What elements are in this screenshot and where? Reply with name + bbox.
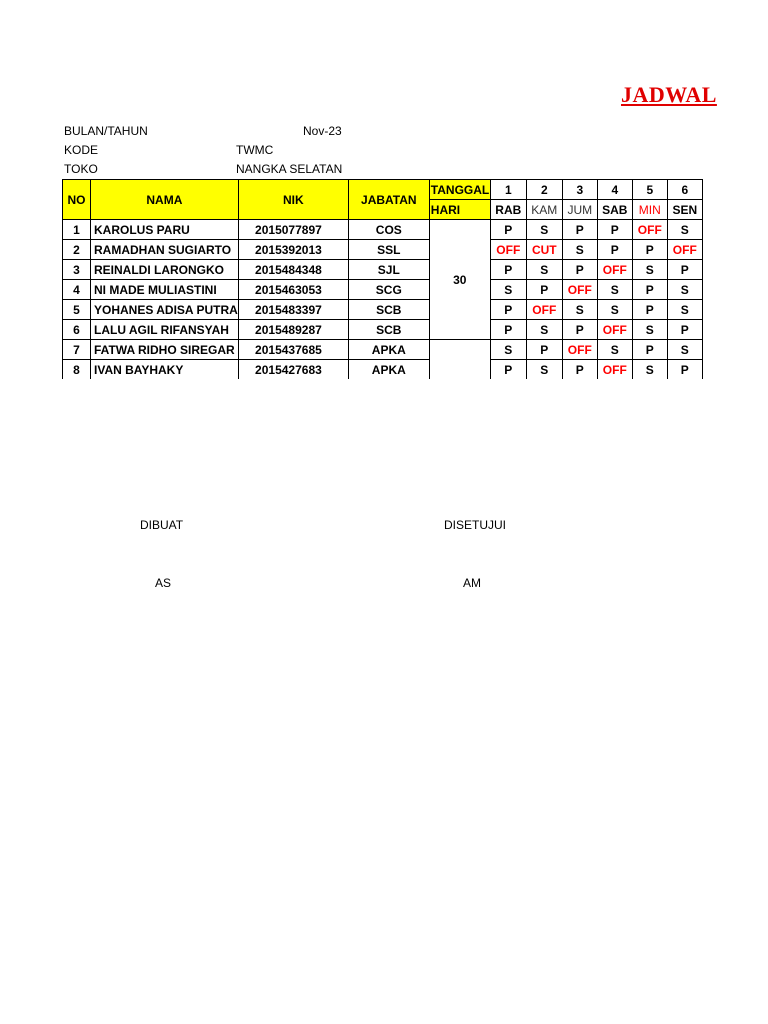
row-jabatan: SJL: [348, 260, 429, 280]
day-cell: JUM: [562, 200, 597, 220]
row-nama: YOHANES ADISA PUTRA: [91, 300, 239, 320]
header-tanggal: TANGGAL: [429, 180, 490, 200]
row-no: 6: [63, 320, 91, 340]
row-nik: 2015427683: [238, 360, 348, 380]
row-nama: IVAN BAYHAKY: [91, 360, 239, 380]
row-nik: 2015484348: [238, 260, 348, 280]
row-nik: 2015077897: [238, 220, 348, 240]
shift-cell: P: [667, 320, 702, 340]
shift-cell: OFF: [632, 220, 667, 240]
row-no: 7: [63, 340, 91, 360]
row-no: 8: [63, 360, 91, 380]
row-jabatan: SSL: [348, 240, 429, 260]
shift-cell: P: [562, 360, 597, 380]
shift-cell: P: [490, 360, 526, 380]
row-jabatan: SCB: [348, 320, 429, 340]
shift-cell: OFF: [562, 340, 597, 360]
shift-cell: OFF: [597, 320, 632, 340]
toko-label: TOKO: [64, 162, 98, 176]
shift-cell: P: [632, 340, 667, 360]
kode-label: KODE: [64, 143, 99, 157]
toko-value: NANGKA SELATAN: [236, 162, 343, 176]
shift-cell: P: [526, 280, 562, 300]
dibuat-label: DIBUAT: [140, 518, 184, 532]
row-nama: KAROLUS PARU: [91, 220, 239, 240]
disetujui-label: DISETUJUI: [444, 518, 507, 532]
row-nik: 2015437685: [238, 340, 348, 360]
kode-value: TWMC: [236, 143, 274, 157]
shift-cell: CUT: [526, 240, 562, 260]
blank-cell: [429, 360, 490, 380]
row-no: 1: [63, 220, 91, 240]
row-no: 3: [63, 260, 91, 280]
shift-cell: S: [667, 280, 702, 300]
row-nama: FATWA RIDHO SIREGAR: [91, 340, 239, 360]
day-cell: SEN: [667, 200, 702, 220]
row-nama: REINALDI LARONGKO: [91, 260, 239, 280]
am-label: AM: [463, 576, 481, 590]
shift-cell: OFF: [562, 280, 597, 300]
header-nama: NAMA: [91, 180, 239, 220]
table-row: [63, 320, 703, 340]
page-title: JADWAL: [621, 82, 717, 107]
table-row: [63, 360, 703, 380]
row-nama: NI MADE MULIASTINI: [91, 280, 239, 300]
table-row: [63, 220, 703, 240]
shift-cell: S: [597, 340, 632, 360]
shift-cell: S: [632, 320, 667, 340]
date-cell: 5: [632, 180, 667, 200]
shift-cell: P: [667, 360, 702, 380]
row-jabatan: APKA: [348, 360, 429, 380]
row-nik: 2015483397: [238, 300, 348, 320]
row-jabatan: SCG: [348, 280, 429, 300]
table-row: [63, 300, 703, 320]
shift-cell: S: [526, 220, 562, 240]
shift-cell: S: [526, 260, 562, 280]
shift-cell: S: [526, 360, 562, 380]
header-nik: NIK: [238, 180, 348, 220]
shift-cell: P: [490, 300, 526, 320]
shift-cell: S: [562, 300, 597, 320]
row-nik: 2015392013: [238, 240, 348, 260]
row-no: 4: [63, 280, 91, 300]
shift-cell: P: [490, 320, 526, 340]
row-nik: 2015463053: [238, 280, 348, 300]
shift-cell: P: [562, 220, 597, 240]
date-cell: 6: [667, 180, 702, 200]
shift-cell: OFF: [597, 260, 632, 280]
schedule-table: [62, 179, 703, 379]
shift-cell: P: [632, 300, 667, 320]
shift-cell: P: [490, 260, 526, 280]
day-cell: RAB: [490, 200, 526, 220]
shift-cell: P: [562, 320, 597, 340]
row-jabatan: COS: [348, 220, 429, 240]
day-cell: KAM: [526, 200, 562, 220]
header-no: NO: [63, 180, 91, 220]
shift-cell: P: [597, 220, 632, 240]
shift-cell: P: [597, 240, 632, 260]
row-jabatan: APKA: [348, 340, 429, 360]
date-cell: 1: [490, 180, 526, 200]
bulan-label: BULAN/TAHUN: [64, 124, 148, 138]
shift-cell: S: [632, 260, 667, 280]
shift-cell: S: [526, 320, 562, 340]
date-cell: 4: [597, 180, 632, 200]
shift-cell: S: [490, 340, 526, 360]
table-row: [63, 240, 703, 260]
shift-cell: P: [667, 260, 702, 280]
day-total: 30: [429, 220, 490, 340]
shift-cell: P: [526, 340, 562, 360]
shift-cell: S: [597, 280, 632, 300]
shift-cell: S: [632, 360, 667, 380]
table-row: [63, 280, 703, 300]
shift-cell: S: [562, 240, 597, 260]
shift-cell: P: [632, 240, 667, 260]
date-cell: 2: [526, 180, 562, 200]
blank-cell: [429, 340, 490, 360]
table-row: [63, 260, 703, 280]
row-nama: RAMADHAN SUGIARTO: [91, 240, 239, 260]
shift-cell: OFF: [597, 360, 632, 380]
shift-cell: P: [562, 260, 597, 280]
row-nama: LALU AGIL RIFANSYAH: [91, 320, 239, 340]
row-no: 2: [63, 240, 91, 260]
shift-cell: S: [490, 280, 526, 300]
header-row-tanggal: [63, 180, 703, 200]
shift-cell: S: [667, 340, 702, 360]
header-hari: HARI: [429, 200, 490, 220]
date-cell: 3: [562, 180, 597, 200]
header-jabatan: JABATAN: [348, 180, 429, 220]
shift-cell: S: [597, 300, 632, 320]
day-cell: MIN: [632, 200, 667, 220]
bulan-value: Nov-23: [303, 124, 342, 138]
shift-cell: P: [632, 280, 667, 300]
day-cell: SAB: [597, 200, 632, 220]
shift-cell: OFF: [526, 300, 562, 320]
shift-cell: S: [667, 220, 702, 240]
shift-cell: P: [490, 220, 526, 240]
shift-cell: OFF: [490, 240, 526, 260]
shift-cell: S: [667, 300, 702, 320]
shift-cell: OFF: [667, 240, 702, 260]
table-row: [63, 340, 703, 360]
row-jabatan: SCB: [348, 300, 429, 320]
row-no: 5: [63, 300, 91, 320]
row-nik: 2015489287: [238, 320, 348, 340]
as-label: AS: [155, 576, 172, 590]
